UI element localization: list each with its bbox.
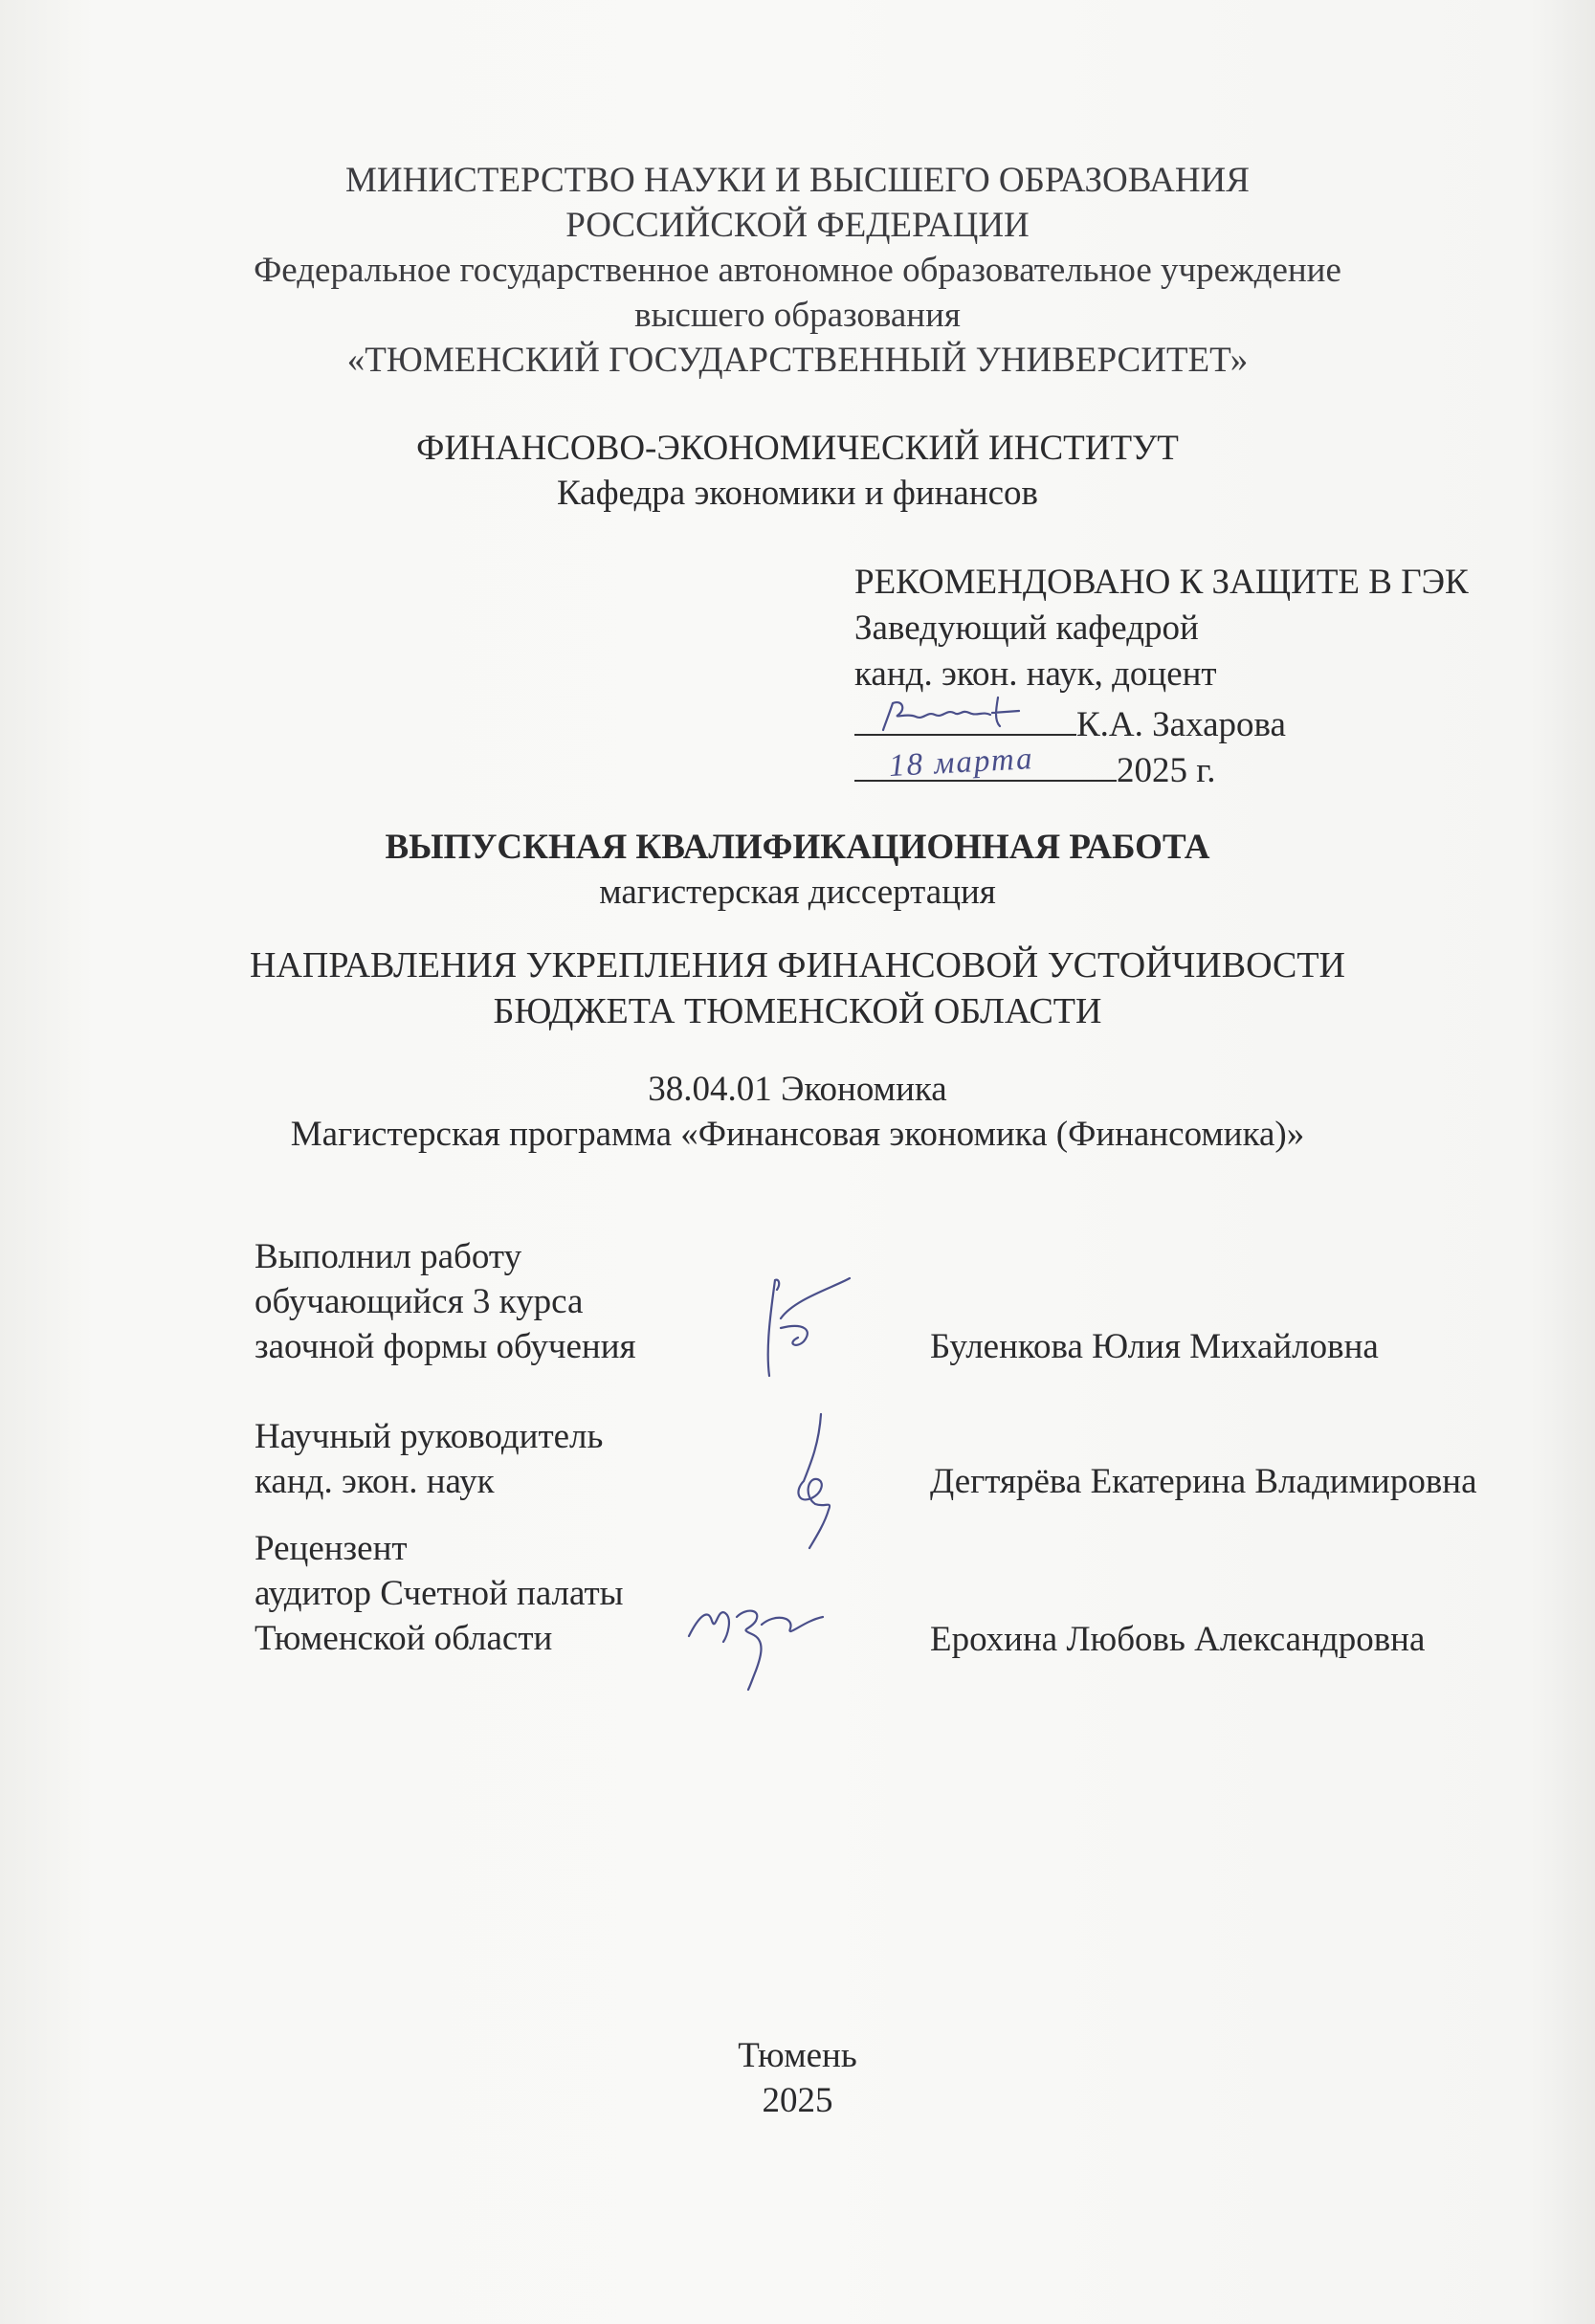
reviewer-name: Ерохина Любовь Александровна xyxy=(930,1620,1426,1659)
thesis-title-line-1: НАПРАВЛЕНИЯ УКРЕПЛЕНИЯ ФИНАНСОВОЙ УСТОЙЧИВОСТИ xyxy=(250,945,1345,985)
program-code: 38.04.01 Экономика xyxy=(648,1070,947,1109)
institute-block xyxy=(0,426,1595,516)
date-line xyxy=(854,743,1117,782)
department-name: Кафедра экономики и финансов xyxy=(556,474,1039,513)
reviewer-label-line: аудитор Счетной палаты xyxy=(255,1574,624,1613)
reviewer-signature xyxy=(670,1579,852,1693)
thesis-title-line-2: БЮДЖЕТА ТЮМЕНСКОЙ ОБЛАСТИ xyxy=(493,991,1102,1031)
program-name: Магистерская программа «Финансовая экономика (Финансомика)» xyxy=(290,1115,1305,1154)
footer xyxy=(0,2033,1595,2123)
thesis-subtype: магистерская диссертация xyxy=(599,873,996,912)
approval-degree: канд. экон. наук, доцент xyxy=(854,654,1217,694)
header-line-2: РОССИЙСКОЙ ФЕДЕРАЦИИ xyxy=(565,206,1030,245)
approval-date-row xyxy=(854,743,1469,789)
program-block xyxy=(0,1067,1595,1157)
student-label-line: Выполнил работу xyxy=(255,1237,522,1276)
head-signature-line xyxy=(854,697,1076,736)
thesis-type: ВЫПУСКНАЯ КВАЛИФИКАЦИОННАЯ РАБОТА xyxy=(385,828,1210,867)
handwritten-date: 18 марта xyxy=(888,741,1035,784)
supervisor-signature xyxy=(765,1405,861,1558)
supervisor-name: Дегтярёва Екатерина Владимировна xyxy=(930,1462,1477,1501)
approval-year: 2025 г. xyxy=(1117,751,1216,790)
thesis-type-block xyxy=(0,825,1595,915)
reviewer-label xyxy=(255,1526,624,1661)
student-signature xyxy=(737,1261,861,1395)
header-line-5: «ТЮМЕНСКИЙ ГОСУДАРСТВЕННЫЙ УНИВЕРСИТЕТ» xyxy=(346,341,1249,380)
approval-position: Заведующий кафедрой xyxy=(854,609,1199,648)
head-signature xyxy=(854,692,1076,738)
thesis-title xyxy=(0,942,1595,1034)
approval-block xyxy=(854,560,1469,789)
supervisor-label-line: канд. экон. наук xyxy=(255,1462,495,1501)
approval-heading: РЕКОМЕНДОВАНО К ЗАЩИТЕ В ГЭК xyxy=(854,563,1469,602)
reviewer-label-line: Рецензент xyxy=(255,1529,408,1568)
approval-signature-row xyxy=(854,697,1469,743)
student-label xyxy=(255,1234,636,1369)
ministry-header xyxy=(0,158,1595,383)
header-line-4: высшего образования xyxy=(634,296,961,335)
student-label-line: заочной формы обучения xyxy=(255,1327,636,1366)
footer-city: Тюмень xyxy=(738,2036,857,2075)
header-line-3: Федеральное государственное автономное образовательное учреждение xyxy=(254,251,1341,290)
head-name: К.А. Захарова xyxy=(1076,705,1286,744)
reviewer-label-line: Тюменской области xyxy=(255,1619,553,1658)
supervisor-label-line: Научный руководитель xyxy=(255,1417,604,1456)
institute-name: ФИНАНСОВО-ЭКОНОМИЧЕСКИЙ ИНСТИТУТ xyxy=(416,429,1179,468)
student-name: Буленкова Юлия Михайловна xyxy=(930,1327,1379,1366)
student-label-line: обучающийся 3 курса xyxy=(255,1282,584,1321)
footer-year: 2025 xyxy=(762,2081,833,2120)
supervisor-label xyxy=(255,1414,603,1504)
header-line-1: МИНИСТЕРСТВО НАУКИ И ВЫСШЕГО ОБРАЗОВАНИЯ xyxy=(345,161,1250,200)
